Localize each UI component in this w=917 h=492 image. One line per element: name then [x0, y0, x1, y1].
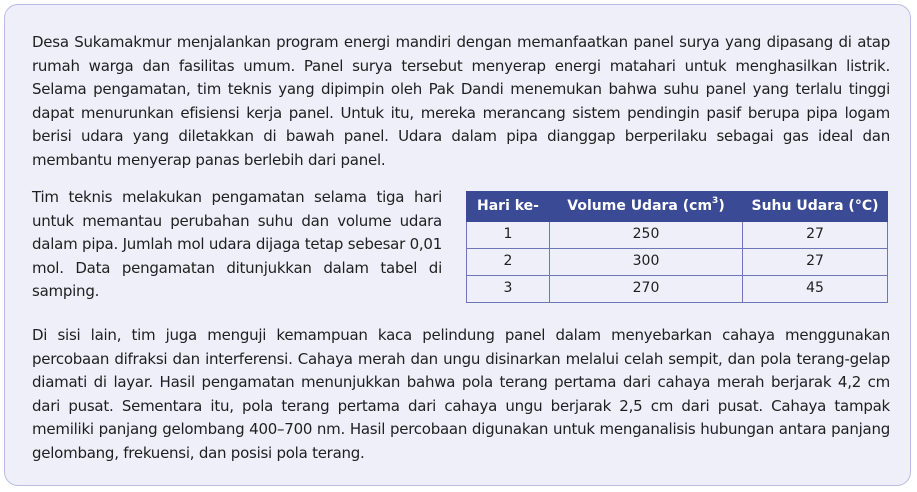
cell-day: 1 — [467, 222, 550, 249]
header-volume-close: ) — [718, 197, 725, 214]
cell-volume: 270 — [550, 276, 743, 303]
observation-paragraph: Tim teknis melakukan pengamatan selama tiga hari untuk memantau perubahan suhu dan volume udara dalam pipa. Jumlah mol udara dijaga tetap sebesar 0,01 mol. Data pengamatan ditunjukkan dalam tabel di samping. — [32, 188, 442, 300]
table-row — [467, 249, 888, 276]
header-volume-label: Volume Udara (cm — [567, 197, 713, 214]
header-volume — [550, 192, 743, 222]
cell-day: 3 — [467, 276, 550, 303]
observation-table — [466, 191, 888, 303]
table-header-row — [467, 192, 888, 222]
intro-paragraph: Desa Sukamakmur menjalankan program energi mandiri dengan memanfaatkan panel surya yang dipasang di atap rumah warga dan fasilitas umum. Panel surya tersebut menyerap energi matahari untuk menghasilkan listrik. Selama pengamatan, tim teknis yang dipimpin oleh Pak Dandi menemukan bahwa suhu panel yang terlalu tinggi dapat menurunkan efisiensi kerja panel. Untuk itu, mereka merancang sistem pendingin pasif berupa pipa logam berisi udara yang diletakkan di bawah panel. Udara dalam pipa dianggap berperilaku sebagai gas ideal dan membantu menyerap panas berlebih dari panel. — [32, 33, 890, 169]
header-volume-exponent: 3 — [712, 196, 719, 207]
table-row — [467, 222, 888, 249]
table-row — [467, 276, 888, 303]
cell-day: 2 — [467, 249, 550, 276]
cell-volume: 300 — [550, 249, 743, 276]
cell-volume: 250 — [550, 222, 743, 249]
cell-temperature: 45 — [743, 276, 888, 303]
content-card — [4, 4, 911, 486]
cell-temperature: 27 — [743, 249, 888, 276]
header-day: Hari ke- — [467, 192, 550, 222]
cell-temperature: 27 — [743, 222, 888, 249]
header-temperature: Suhu Udara (°C) — [743, 192, 888, 222]
diffraction-paragraph: Di sisi lain, tim juga menguji kemampuan kaca pelindung panel dalam menyebarkan cahaya menggunakan percobaan difraksi dan interferensi. Cahaya merah dan ungu disinarkan melalui celah sempit, dan pola terang-gelap diamati di layar. Hasil pengamatan menunjukkan bahwa pola terang pertama dari cahaya merah berjarak 4,2 cm dari pusat. Sementara itu, pola terang pertama dari cahaya ungu berjarak 2,5 cm dari pusat. Cahaya tampak memiliki panjang gelombang 400–700 nm. Hasil percobaan digunakan untuk menganalisis hubungan antara panjang gelombang, frekuensi, dan posisi pola terang. — [32, 326, 890, 462]
